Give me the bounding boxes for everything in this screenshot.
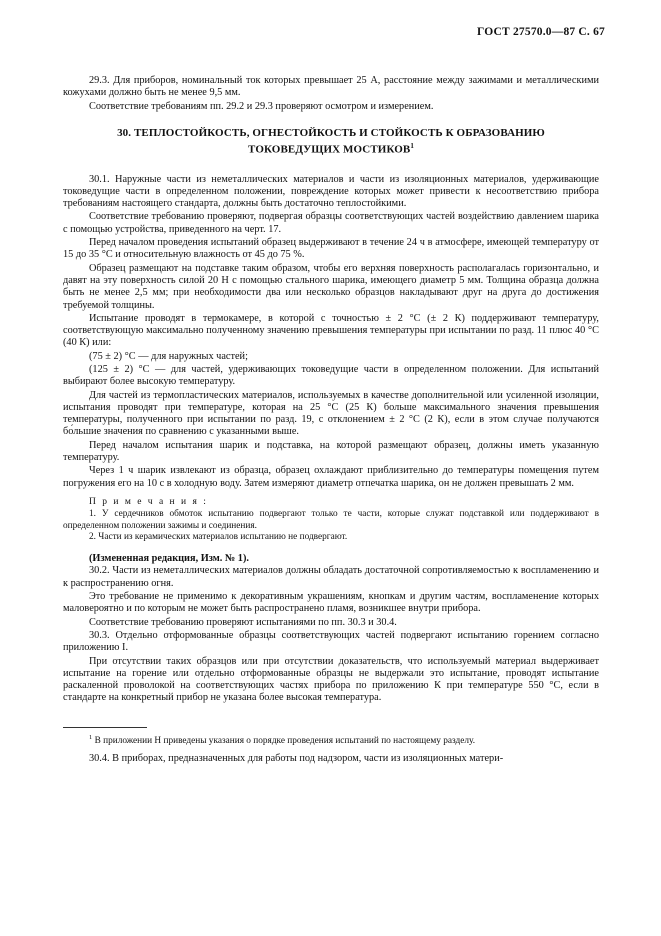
section-heading xyxy=(63,127,599,157)
paragraph: Соответствие требованию проверяют, подвергая образцы соответствующих частей воздействию давлением шарика с помощью устройства, приведенного на черт. 17. xyxy=(63,211,599,235)
footnote-divider xyxy=(63,727,147,728)
paragraph: При отсутствии таких образцов или при отсутствии доказательств, что используемый материал выдерживает испытание на горение или отдельно отформованные образцы не выдержали это испытание, проводят испытание раскаленной проволокой на соответствующих частях прибора по приложению К при температуре 550 °С, если в стандарте на конкретный прибор не указана более высокая температура. xyxy=(63,655,599,704)
footnote-mark: 1 xyxy=(89,733,93,741)
paragraph: Через 1 ч шарик извлекают из образца, образец охлаждают приблизительно до температуры помещения путем погружения его на 10 с в холодную воду. Затем измеряют диаметр отпечатка шарика, он не должен превышать 2 мм. xyxy=(63,465,599,489)
paragraph-29-compliance: Соответствие требованиям пп. 29.2 и 29.3 проверяют осмотром и измерением. xyxy=(89,100,434,112)
paragraph-30-3: 30.3. Отдельно отформованные образцы соответствующих частей подвергают испытанию горением согласно приложению I. xyxy=(63,629,599,654)
paragraph: Соответствие требованию проверяют испытаниями по пп. 30.3 и 30.4. xyxy=(89,616,397,628)
note-item: 2. Части из керамических материалов испытанию не подвергают. xyxy=(89,531,348,542)
paragraph: Перед началом проведения испытаний образец выдерживают в течение 24 ч в атмосфере, имеющей температуру от 15 до 35 °С и относительную влажность от 45 до 75 %. xyxy=(63,237,599,261)
paragraph-29-3: 29.3. Для приборов, номинальный ток которых превышает 25 А, расстояние между зажимами и металлическими кожухами должно быть не менее 9,5 мм. xyxy=(63,75,599,99)
paragraph-30-2: 30.2. Части из неметаллических материалов должны обладать достаточной сопротивляемостью к воспламенению и к распространению огня. xyxy=(63,565,599,589)
footnote-ref: 1 xyxy=(410,141,414,150)
paragraph: Для частей из термопластических материалов, используемых в качестве дополнительной или усиленной изоляции, испытания проводят при температуре, которая на 25 °С (25 К) больше максимального значения превышения температуры, полученного при испытании по разд. 19, с отклонением ± 2 °С (2 К), если в этом случае получаются бо́льшие значения по сравнению с указанными выше. xyxy=(63,389,599,438)
paragraph: Перед началом испытания шарик и подставка, на которой размещают образец, должны иметь указанную температуру. xyxy=(63,439,599,464)
paragraph: (125 ± 2) °С — для частей, удерживающих токоведущие части в определенном положении. Для испытаний выбирают более высокую температуру. xyxy=(63,364,599,388)
paragraph: Образец размещают на подставке таким образом, чтобы его верхняя поверхность располагалась горизонтально, и давят на эту поверхность силой 20 Н с помощью стального шарика, имеющего диаметр 5 мм. Толщина образца должна быть не менее 2,5 мм; при необходимости два или несколько образцов накладывают друг на друга до достижения требуемой толщины. xyxy=(63,262,599,311)
revision-note: (Измененная редакция, Изм. № 1). xyxy=(89,553,249,565)
paragraph: Это требование не применимо к декоративным украшениям, кнопкам и другим частям, воспламенение которых маловероятно и по которым не может быть распространено пламя, возникшее внутри прибора. xyxy=(63,591,599,615)
document-body xyxy=(63,75,599,766)
paragraph: (75 ± 2) °С — для наружных частей; xyxy=(89,350,248,362)
note-item: 1. У сердечников обмоток испытанию подвергают только те части, которые служат подставкой или поддерживают в определенном положении зажимы и соединения. xyxy=(63,509,599,531)
paragraph-30-1: 30.1. Наружные части из неметаллических материалов и части из изоляционных материалов, удерживающие токоведущие части в определенном положении, повреждение которых может привести к несоответствию прибора требованиям настоящего стандарта, должны быть достаточно теплостойкими. xyxy=(63,173,599,210)
paragraph: Испытание проводят в термокамере, в которой с точностью ± 2 °С (± 2 К) поддерживают температуру, соответствующую максимально полученному значению превышения температуры при испытании по разд. 11 плюс 40 °С (40 К) или: xyxy=(63,312,599,349)
page-header: ГОСТ 27570.0—87 С. 67 xyxy=(477,26,605,38)
notes-title: П р и м е ч а н и я : xyxy=(89,496,208,507)
paragraph-30-4: 30.4. В приборах, предназначенных для работы под надзором, части из изоляционных матери- xyxy=(89,753,504,765)
footnote: $^1$ В приложении Н приведены указания о порядке проведения испытаний по настоящему разделу. xyxy=(89,733,476,746)
section-heading-line1: 30. ТЕПЛОСТОЙКОСТЬ, ОГНЕСТОЙКОСТЬ И СТОЙКОСТЬ К ОБРАЗОВАНИЮ xyxy=(117,126,545,139)
section-heading-line2: ТОКОВЕДУЩИХ МОСТИКОВ$^1$ xyxy=(248,141,414,156)
